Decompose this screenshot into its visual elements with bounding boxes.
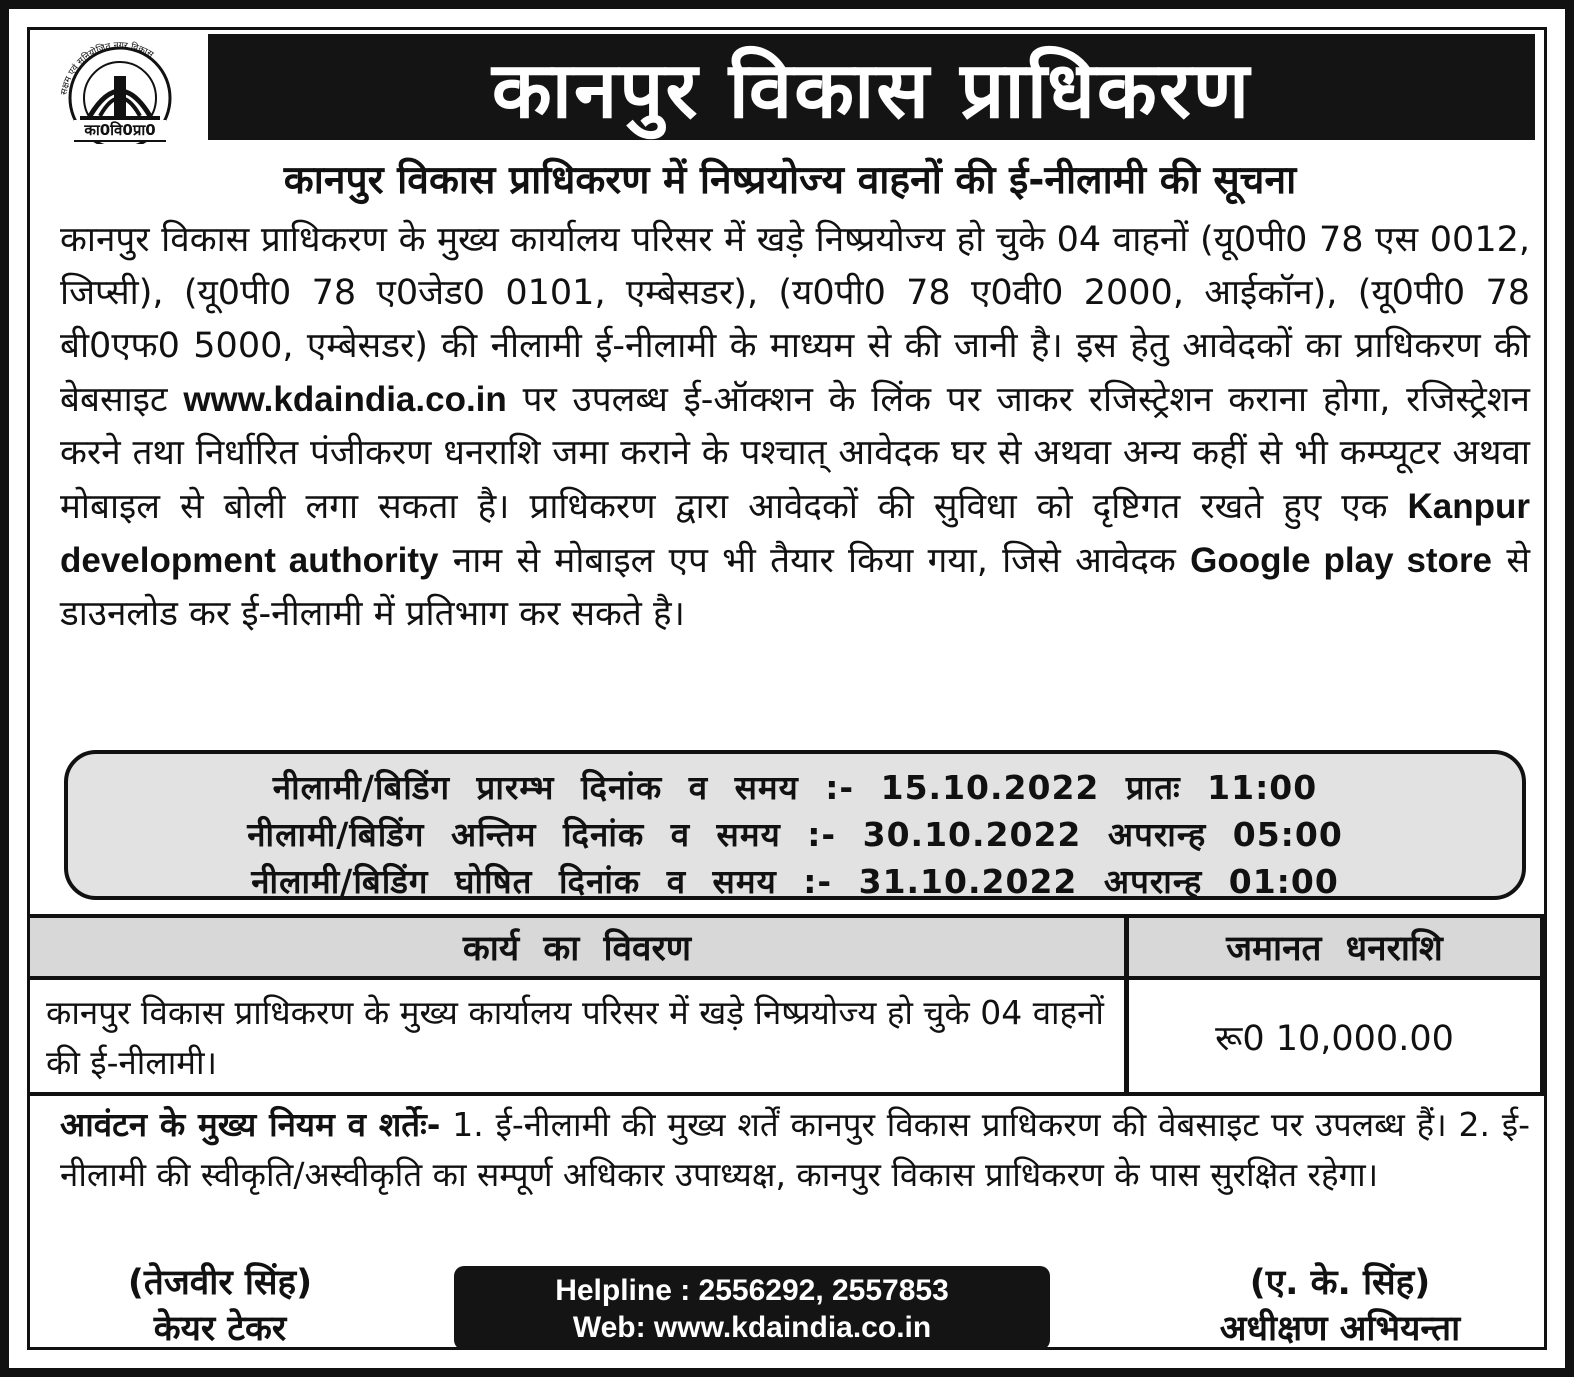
helpline-web[interactable]: Web: www.kdaindia.co.in: [572, 1311, 932, 1344]
terms-heading: आवंटन के मुख्य नियम व शर्तेः-: [60, 1105, 441, 1144]
table-cell-work-desc: कानपुर विकास प्राधिकरण के मुख्य कार्यालय परिसर में खड़े निष्प्रयोज्य हो चुके 04 वाहनों की ई-नीलामी।: [46, 993, 1104, 1082]
website-link[interactable]: www.kdaindia.co.in: [183, 380, 507, 419]
signatory-title-left: केयर टेकर: [153, 1309, 287, 1349]
bidding-dates-box: [64, 750, 1526, 900]
work-table: [30, 914, 1544, 1094]
signature-left: [70, 1260, 370, 1352]
paragraph-part-1: कानपुर विकास प्राधिकरण के मुख्य कार्यालय परिसर में खड़े निष्प्रयोज्य हो चुके 04 वाहनों (यू0पी0 78 एस 0012, जिप्सी), (यू0पी0 78 ए0जेड0 0101, एम्बेसडर), (य0पी0 78 ए0वी0 2000, आईकॉन), (यू0पी0 78 बी0एफ0 5000, एम्बेसडर) की नीलामी ई-नीलामी के माध्यम से की जानी है। इस हेतु आवेदकों का प्राधिकरण की बेबसाइट: [60, 220, 1530, 420]
paragraph-part-2: पर उपलब्ध ई-ऑक्शन के लिंक पर जाकर रजिस्ट्रेशन कराना होगा, रजिस्ट्रेशन करने तथा निर्धारित पंजीकरण धनराशि जमा कराने के पश्चात् आवेदक घर से अथवा अन्य कहीं से भी कम्प्यूटर अथवा मोबाइल से बोली लगा सकता है। प्राधिकरण द्वारा आवेदकों की सुविधा को दृष्टिगत रखते हुए एक: [60, 380, 1530, 527]
paragraph-part-3: नाम से मोबाइल एप भी तैयार किया गया, जिसे आवेदक: [452, 541, 1176, 581]
page-title: कानपुर विकास प्राधिकरण: [208, 34, 1535, 140]
logo-abbr: का0वि0प्रा0: [74, 120, 166, 142]
kda-logo: [44, 36, 196, 144]
notice-paragraph: [60, 214, 1530, 641]
bidding-declared-date: नीलामी/बिडिंग घोषित दिनांक व समय :- 31.10.2022 अपरान्ह 01:00: [251, 862, 1339, 901]
table-cell-deposit: रू0 10,000.00: [1124, 980, 1544, 1094]
store-name: Google play store: [1190, 541, 1493, 580]
terms-section: [60, 1100, 1530, 1200]
bidding-end-date: नीलामी/बिडिंग अन्तिम दिनांक व समय :- 30.10.2022 अपरान्ह 05:00: [247, 815, 1343, 854]
paragraph-part-4: से डाउनलोड कर ई-नीलामी में प्रतिभाग कर सकते है।: [60, 541, 1530, 634]
svg-text:सक्षम एवं सुनियोजित नगर विकास: सक्षम एवं सुनियोजित नगर विकास: [59, 40, 155, 96]
signatory-name-right: (ए. के. सिंह): [1249, 1263, 1431, 1303]
signatory-title-right: अधीक्षण अभियन्ता: [1219, 1309, 1461, 1349]
table-header-deposit: जमानत धनराशि: [1124, 914, 1544, 980]
terms-text: 1. ई-नीलामी की मुख्य शर्तें कानपुर विकास प्राधिकरण की वेबसाइट पर उपलब्ध हैं। 2. ई-नीलामी की स्वीकृति/अस्वीकृति का सम्पूर्ण अधिकार उपाध्यक्ष, कानपुर विकास प्राधिकरण के पास सुरक्षित रहेगा।: [60, 1105, 1530, 1194]
table-divider: [30, 1092, 1544, 1096]
notice-subtitle: कानपुर विकास प्राधिकरण में निष्प्रयोज्य वाहनों की ई-नीलामी की सूचना: [283, 158, 1297, 203]
bidding-start-date: नीलामी/बिडिंग प्रारम्भ दिनांक व समय :- 15.10.2022 प्रातः 11:00: [272, 768, 1318, 807]
signatory-name-left: (तेजवीर सिंह): [127, 1263, 313, 1303]
helpline-numbers: Helpline : 2556292, 2557853: [555, 1274, 949, 1307]
app-name: Kanpur development authority: [60, 487, 1530, 580]
table-header-work: कार्य का विवरण: [30, 914, 1124, 980]
helpline-box: [454, 1266, 1050, 1350]
notice-body: [27, 27, 1547, 1350]
signature-right: [1150, 1260, 1530, 1352]
